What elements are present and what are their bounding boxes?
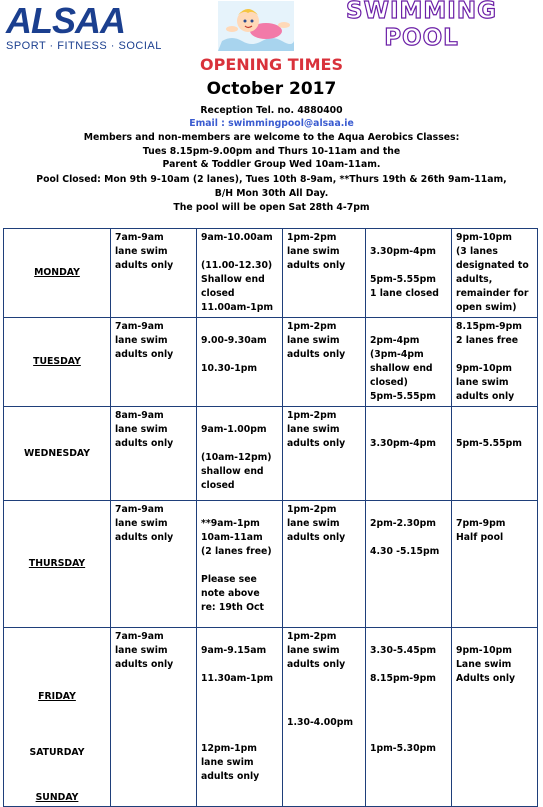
note-line-4: Pool Closed: Mon 9th 9-10am (2 lanes), Tues 10th 8-9am, **Thurs 19th & 26th 9am-11am, bbox=[36, 174, 507, 185]
row-tuesday bbox=[4, 318, 538, 407]
cell: 7am-9am lane swim adults only bbox=[111, 318, 197, 407]
alsaa-logo bbox=[6, 2, 176, 54]
cell: 9pm-10pm (3 lanes designated to adults, remainder for open swim) bbox=[452, 229, 538, 318]
cell: 7am-9am lane swim adults only bbox=[111, 628, 197, 807]
note-line-1: Members and non-members are welcome to the Aqua Aerobics Classes: bbox=[83, 132, 460, 143]
cell: **9am-1pm 10am-11am (2 lanes free) Please see note above re: 19th Oct bbox=[197, 501, 283, 628]
pool-title-line-1: SWIMMING bbox=[346, 0, 497, 24]
swimming-baby-icon bbox=[218, 1, 294, 51]
cell: 7pm-9pm Half pool bbox=[452, 501, 538, 628]
row-wednesday bbox=[4, 407, 538, 501]
cell: 7am-9am lane swim adults only bbox=[111, 501, 197, 628]
row-weekend bbox=[4, 628, 538, 807]
cell: 9.00-9.30am 10.30-1pm bbox=[197, 318, 283, 407]
row-monday bbox=[4, 229, 538, 318]
cell: 8am-9am lane swim adults only bbox=[111, 407, 197, 501]
timetable bbox=[3, 228, 538, 807]
cell: 3.30-5.45pm 8.15pm-9pm 1pm-5.30pm bbox=[366, 628, 452, 807]
cell: 9am-10.00am (11.00-12.30) Shallow end closed 11.00am-1pm bbox=[197, 229, 283, 318]
cell: 1pm-2pm lane swim adults only bbox=[283, 229, 366, 318]
logo-tagline: SPORT · FITNESS · SOCIAL bbox=[6, 40, 162, 52]
opening-times-heading: OPENING TIMES bbox=[200, 55, 343, 74]
note-line-2: Tues 8.15pm-9.00pm and Thurs 10-11am and the bbox=[142, 146, 401, 157]
cell: 3.30pm-4pm 5pm-5.55pm 1 lane closed bbox=[366, 229, 452, 318]
cell: 5pm-5.55pm bbox=[452, 407, 538, 501]
month-title: October 2017 bbox=[206, 79, 337, 99]
day-label-tuesday: TUESDAY bbox=[4, 318, 111, 407]
cell: 7am-9am lane swim adults only bbox=[111, 229, 197, 318]
cell: 9pm-10pm Lane swim Adults only bbox=[452, 628, 538, 807]
day-label-saturday: SATURDAY bbox=[29, 747, 85, 758]
note-line-3: Parent & Toddler Group Wed 10am-11am. bbox=[162, 159, 381, 170]
cell: 1pm-2pm lane swim adults only bbox=[283, 407, 366, 501]
day-label-weekend bbox=[4, 628, 111, 807]
day-label-wednesday: WEDNESDAY bbox=[4, 407, 111, 501]
cell: 2pm-4pm (3pm-4pm shallow end closed) 5pm-5.55pm bbox=[366, 318, 452, 407]
swimming-pool-title bbox=[300, 0, 543, 52]
cell: 9am-9.15am 11.30am-1pm 12pm-1pm lane swim adults only bbox=[197, 628, 283, 807]
email-address[interactable]: Email : swimmingpool@alsaa.ie bbox=[189, 118, 354, 129]
day-label-friday: FRIDAY bbox=[38, 691, 76, 702]
cell: 8.15pm-9pm 2 lanes free 9pm-10pm lane swim adults only bbox=[452, 318, 538, 407]
reception-phone: Reception Tel. no. 4880400 bbox=[200, 105, 343, 116]
cell: 1pm-2pm lane swim adults only bbox=[283, 501, 366, 628]
logo-wordmark: ALSAA bbox=[6, 0, 125, 41]
note-line-6: The pool will be open Sat 28th 4-7pm bbox=[173, 202, 370, 213]
cell: 9am-1.00pm (10am-12pm) shallow end closed bbox=[197, 407, 283, 501]
row-thursday bbox=[4, 501, 538, 628]
note-line-5: B/H Mon 30th All Day. bbox=[214, 188, 329, 199]
day-label-monday: MONDAY bbox=[4, 229, 111, 318]
cell: 1pm-2pm lane swim adults only 1.30-4.00pm bbox=[283, 628, 366, 807]
day-label-thursday: THURSDAY bbox=[4, 501, 111, 628]
cell: 2pm-2.30pm 4.30 -5.15pm bbox=[366, 501, 452, 628]
cell: 3.30pm-4pm bbox=[366, 407, 452, 501]
pool-title-line-2: POOL bbox=[384, 25, 459, 51]
day-label-sunday: SUNDAY bbox=[35, 792, 79, 803]
cell: 1pm-2pm lane swim adults only bbox=[283, 318, 366, 407]
